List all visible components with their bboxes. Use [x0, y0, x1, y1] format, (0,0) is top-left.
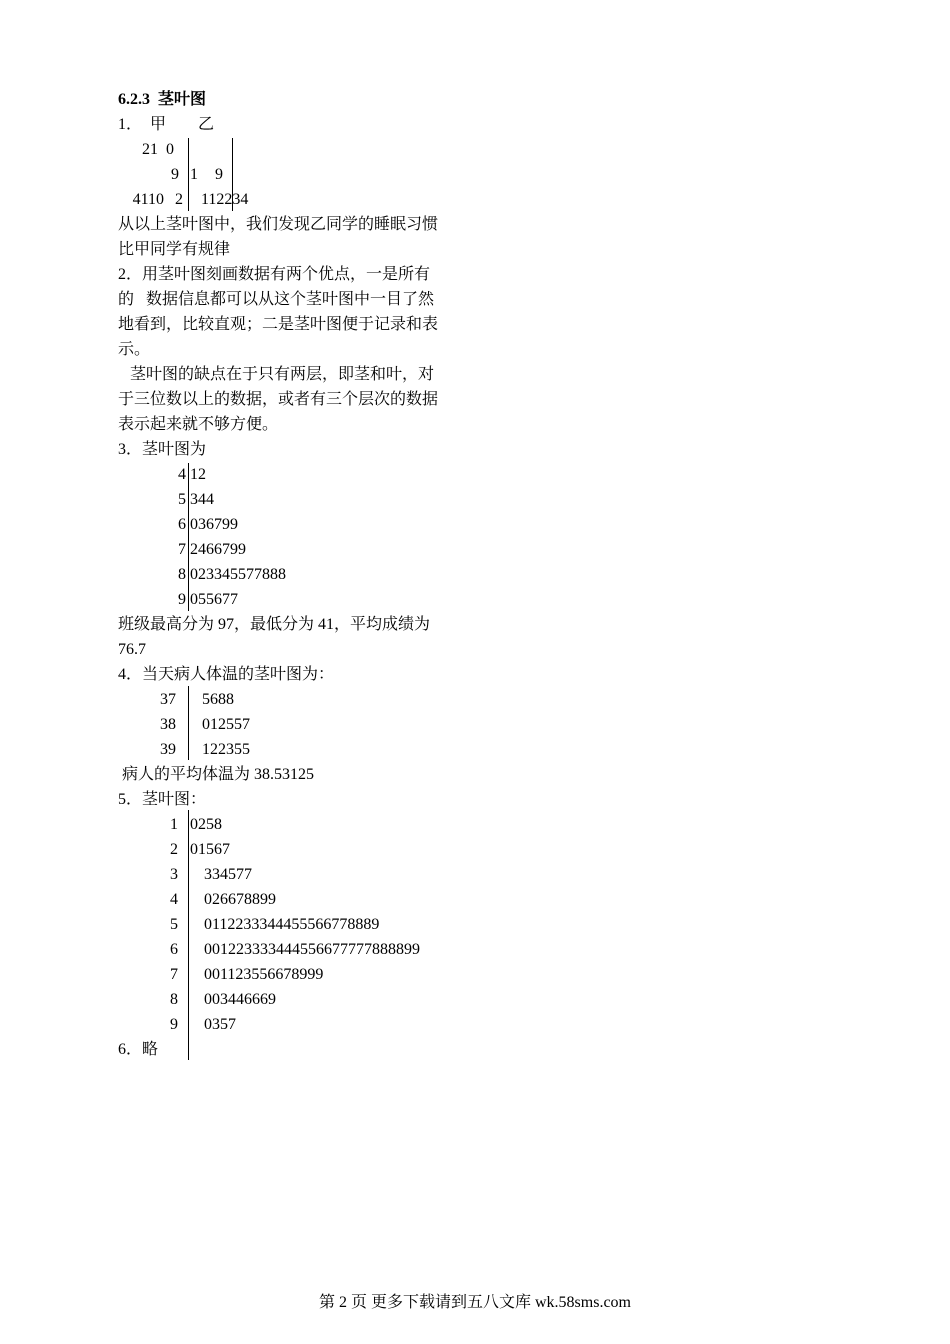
page-footer: 第 2 页 更多下载请到五八文库 wk.58sms.com — [318, 1294, 631, 1311]
q4-divider — [188, 686, 189, 760]
q4-leaves: 5688 — [202, 691, 234, 708]
q5-stem: 5 — [170, 916, 178, 933]
q5-leaves: 334577 — [204, 866, 252, 883]
q5-stem: 8 — [170, 991, 178, 1008]
q2-line: 地看到，比较直观；二是茎叶图便于记录和表 — [118, 316, 439, 333]
q5-leaves: 0357 — [204, 1016, 236, 1033]
q3-divider — [188, 463, 189, 611]
q2-line: 示。 — [118, 341, 151, 358]
q2-line: 于三位数以上的数据，或者有三个层次的数据 — [118, 391, 439, 408]
q2-line: 表示起来就不够方便。 — [118, 416, 279, 433]
q4-label: 4．当天病人体温的茎叶图为： — [118, 666, 335, 683]
q4-stem: 39 — [160, 741, 176, 758]
q3-stem: 8 — [178, 566, 186, 583]
q1-stem: 0 — [166, 141, 174, 158]
q5-leaves: 001223333444556677777888899 — [204, 941, 420, 958]
q3-stem: 7 — [178, 541, 186, 558]
q5-leaves: 0258 — [190, 816, 222, 833]
q1-yi-leaves: 112234 — [201, 191, 249, 208]
q1-right-divider — [232, 138, 233, 211]
q3-leaves: 2466799 — [190, 541, 246, 558]
q3-label: 3．茎叶图为 — [118, 441, 207, 458]
q1-stem: 1 — [190, 166, 198, 183]
q5-leaves: 001123556678999 — [204, 966, 324, 983]
q5-stem: 3 — [170, 866, 178, 883]
q3-stem: 4 — [178, 466, 186, 483]
q2-line: 的 数据信息都可以从这个茎叶图中一目了然 — [118, 291, 435, 308]
q1-jia-leaves: 21 — [142, 141, 158, 158]
q5-stem: 4 — [170, 891, 178, 908]
q4-stem: 37 — [160, 691, 176, 708]
q5-stem: 7 — [170, 966, 178, 983]
q3-leaves: 023345577888 — [190, 566, 286, 583]
section-title: 6.2.3 茎叶图 — [118, 91, 207, 108]
q1-jia-leaves: 9 — [171, 166, 179, 183]
q4-leaves: 122355 — [202, 741, 250, 758]
q1-stem: 2 — [175, 191, 183, 208]
q4-conclusion: 病人的平均体温为 38.53125 — [118, 766, 315, 783]
q2-line: 2．用茎叶图刻画数据有两个优点，一是所有 — [118, 266, 431, 283]
q3-stem: 9 — [178, 591, 186, 608]
q5-leaves: 0112233344455566778889 — [204, 916, 380, 933]
q5-stem: 2 — [170, 841, 178, 858]
q6-answer: 6．略 — [118, 1041, 159, 1058]
q4-leaves: 012557 — [202, 716, 250, 733]
q1-label: 1． 甲 乙 — [118, 116, 215, 133]
q5-leaves: 003446669 — [204, 991, 276, 1008]
q5-divider — [188, 810, 189, 1060]
q4-stem: 38 — [160, 716, 176, 733]
q2-line: 茎叶图的缺点在于只有两层，即茎和叶，对 — [118, 366, 435, 383]
q3-conclusion-line: 76.7 — [118, 641, 146, 658]
q3-conclusion-line: 班级最高分为 97，最低分为 41，平均成绩为 — [118, 616, 431, 633]
q3-leaves: 036799 — [190, 516, 238, 533]
q3-leaves: 055677 — [190, 591, 238, 608]
q5-stem: 9 — [170, 1016, 178, 1033]
q5-leaves: 01567 — [190, 841, 230, 858]
q1-conclusion-line: 比甲同学有规律 — [118, 241, 231, 258]
q5-leaves: 026678899 — [204, 891, 276, 908]
q3-stem: 5 — [178, 491, 186, 508]
q1-jia-leaves: 4110 — [132, 191, 164, 208]
q3-stem: 6 — [178, 516, 186, 533]
q3-leaves: 344 — [190, 491, 214, 508]
q1-yi-leaves: 9 — [215, 166, 223, 183]
q5-label: 5．茎叶图： — [118, 791, 207, 808]
q1-left-divider — [188, 138, 189, 211]
q3-leaves: 12 — [190, 466, 206, 483]
q5-stem: 6 — [170, 941, 178, 958]
q1-conclusion-line: 从以上茎叶图中，我们发现乙同学的睡眠习惯 — [118, 216, 439, 233]
q5-stem: 1 — [170, 816, 178, 833]
